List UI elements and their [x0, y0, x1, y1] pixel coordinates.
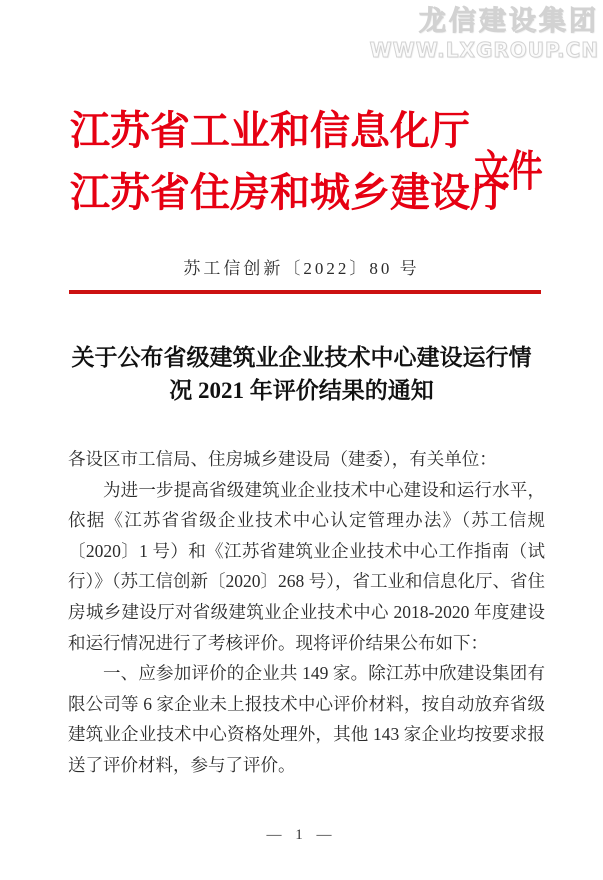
red-divider-rule: [69, 290, 541, 294]
watermark-company-name: 龙信建设集团: [419, 6, 599, 37]
body-paragraphs: [68, 444, 545, 781]
watermark: [370, 5, 599, 62]
document-title: [30, 341, 573, 407]
body-paragraph: 各设区市工信局、住房城乡建设局（建委），有关单位：: [68, 449, 497, 469]
body-paragraph: 一、应参加评价的企业共 149 家。除江苏中欣建设集团有限公司等 6 家企业未上报技术中心评价材料，按自动放弃省级建筑业企业技术中心资格处理外，其他 143 家企业均按要求报送了评价材料，参与了评价。: [68, 663, 545, 775]
document-title-line-1: 关于公布省级建筑业企业技术中心建设运行情: [71, 345, 532, 370]
doc-type-label: 文件: [474, 149, 543, 196]
doc-reference-number: 苏工信创新〔2022〕80 号: [183, 259, 420, 278]
page-number: — 1 —: [266, 827, 337, 843]
document-title-line-2: 况 2021 年评价结果的通知: [169, 378, 434, 403]
issuer-line-housing-dept: 江苏省住房和城乡建设厅: [70, 170, 510, 215]
body-paragraph: 为进一步提高省级建筑业企业技术中心建设和运行水平，依据《江苏省省级企业技术中心认定管理办法》（苏工信规〔2020〕1 号）和《江苏省建筑业企业技术中心工作指南（试行）》（苏工信创新〔2020〕268 号），省工业和信息化厅、省住房城乡建设厅对省级建筑业企业技术中心 2018-2020 年度建设和运行情况进行了考核评价。现将评价结果公布如下：: [68, 479, 545, 653]
watermark-website: WWW.LXGROUP.CN: [369, 38, 599, 62]
issuer-line-industry-dept: 江苏省工业和信息化厅: [70, 108, 470, 153]
